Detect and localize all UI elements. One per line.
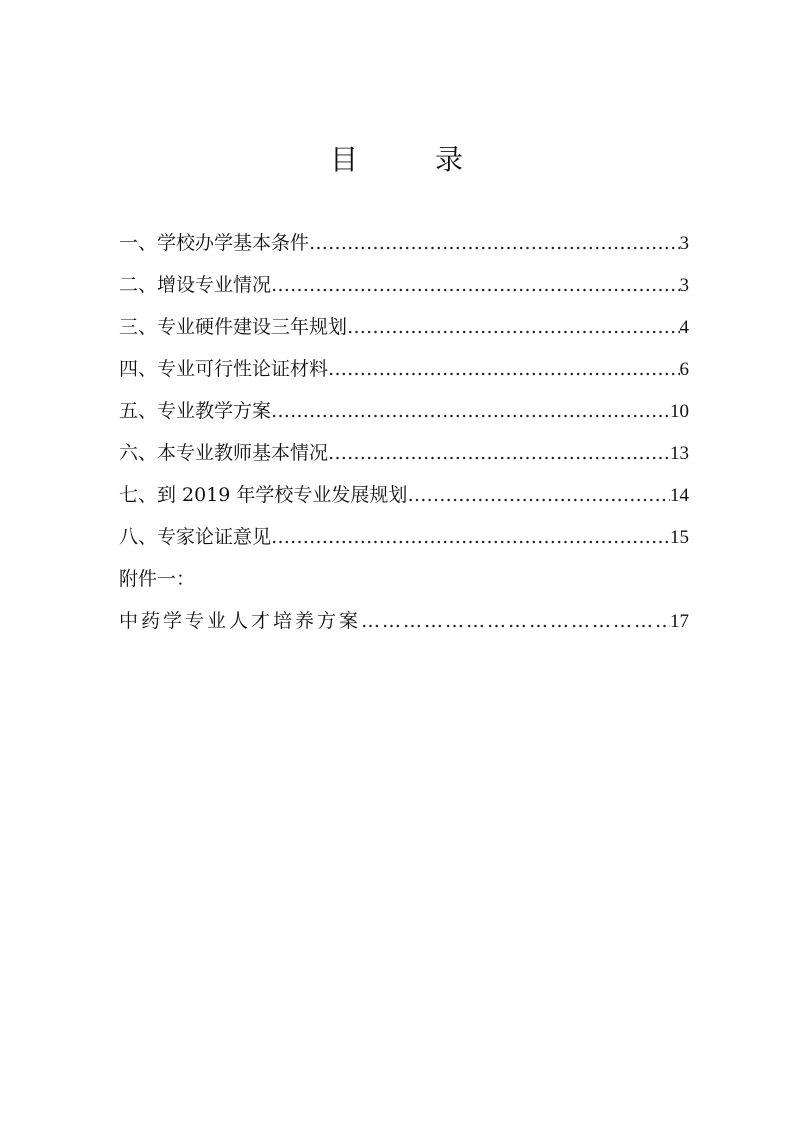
table-of-contents	[119, 222, 689, 642]
page-title: 目 录	[330, 143, 497, 176]
toc-entry-label: 一、学校办学基本条件	[119, 232, 310, 254]
toc-page-number: 15	[670, 527, 689, 548]
dot-leader	[309, 222, 679, 264]
dot-leader	[328, 432, 670, 474]
attachment-heading: 附件一：	[119, 568, 196, 590]
toc-page-number: 13	[670, 443, 689, 464]
toc-entry[interactable]	[119, 264, 689, 306]
dot-leader	[347, 306, 679, 348]
toc-entry[interactable]	[119, 390, 689, 432]
toc-entry-label: 中药学专业人才培养方案	[119, 610, 362, 632]
toc-entry[interactable]	[119, 222, 689, 264]
attachment-heading-row	[119, 558, 689, 600]
toc-page-number: 10	[670, 401, 689, 422]
dot-leader	[361, 600, 670, 642]
dot-leader	[407, 474, 670, 516]
dot-leader	[328, 348, 679, 390]
toc-entry-label: 四、专业可行性论证材料	[119, 358, 329, 380]
toc-entry[interactable]	[119, 600, 689, 642]
toc-page-number: 4	[679, 317, 689, 338]
toc-entry-label: 三、专业硬件建设三年规划	[119, 316, 348, 338]
toc-entry-label: 八、专家论证意见	[119, 526, 272, 548]
toc-entry[interactable]	[119, 516, 689, 558]
toc-entry[interactable]	[119, 348, 689, 390]
toc-entry-label: 六、本专业教师基本情况	[119, 442, 329, 464]
toc-entry[interactable]	[119, 474, 689, 516]
toc-page-number: 14	[670, 485, 689, 506]
toc-entry[interactable]	[119, 432, 689, 474]
toc-entry-label: 二、增设专业情况	[119, 274, 272, 296]
dot-leader	[271, 516, 670, 558]
dot-leader	[271, 264, 679, 306]
dot-leader	[271, 390, 670, 432]
toc-entry[interactable]	[119, 306, 689, 348]
toc-page-number: 3	[679, 233, 689, 254]
toc-entry-label: 七、到 2019 年学校专业发展规划	[119, 484, 408, 506]
toc-page-number: 17	[670, 611, 689, 632]
toc-page-number: 6	[679, 359, 689, 380]
toc-entry-label: 五、专业教学方案	[119, 400, 272, 422]
toc-page-number: 3	[679, 275, 689, 296]
